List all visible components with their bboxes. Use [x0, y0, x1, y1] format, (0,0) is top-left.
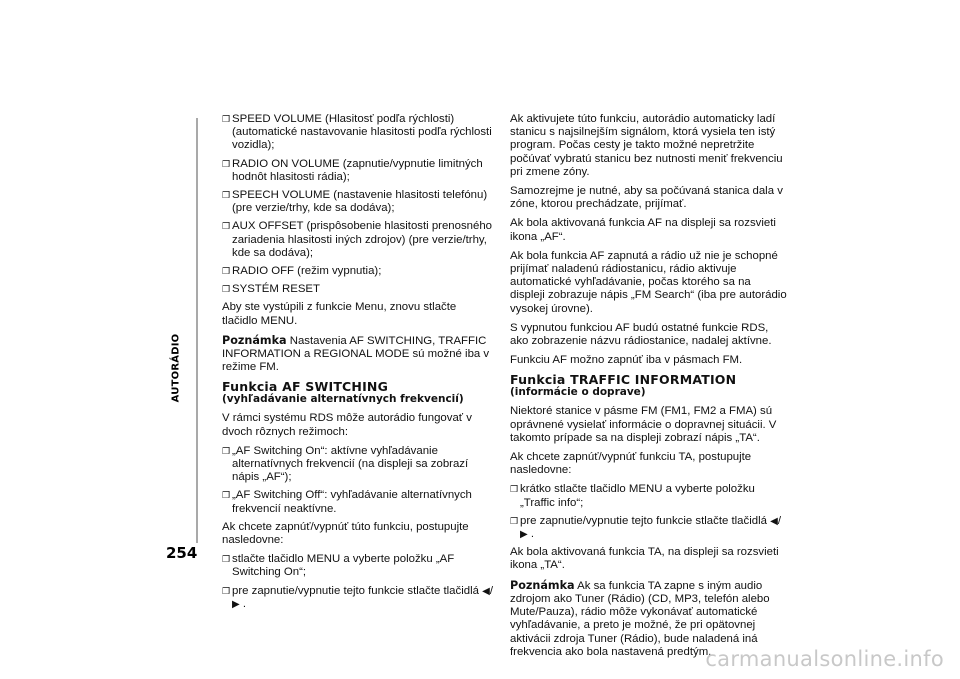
- section-side-label: AUTORÁDIO: [170, 333, 182, 403]
- bullet-box-icon: ❒: [222, 445, 231, 456]
- ta-active-text: Ak bola aktivovaná funkcia TA, na displeji sa rozsvieti ikona „TA“.: [510, 546, 779, 572]
- list-item-text: pre zapnutie/vypnutie tejto funkcie stlačte tlačidlá: [520, 514, 767, 527]
- list-item: [222, 553, 494, 579]
- bullet-box-icon: ❒: [510, 484, 519, 495]
- list-item-text: RADIO ON VOLUME (zapnutie/vypnutie limitných hodnôt hlasitosti rádia);: [232, 157, 483, 183]
- bullet-box-icon: ❒: [222, 190, 231, 201]
- paragraph: Ak aktivujete túto funkciu, autorádio automaticky ladí stanicu s najsilnejším signálom, ktorá vysiela ten istý program. Počas cesty je takto možné nepretržite počúvať vybratú stanicu bez nutnosti meniť frekvenciu pri zmene zóny.: [510, 113, 783, 178]
- menu-items-list: [222, 113, 494, 296]
- margin-rule: [196, 118, 198, 543]
- list-item-text: AUX OFFSET (prispôsobenie hlasitosti prenosného zariadenia hlasitosti iných zdrojov) (pre verzie/trhy, kde sa dodáva);: [232, 220, 493, 259]
- bullet-box-icon: ❒: [222, 114, 231, 124]
- bullet-box-icon: ❒: [222, 266, 231, 277]
- bullet-box-icon: ❒: [222, 554, 231, 565]
- paragraph: Funkciu AF možno zapnúť iba v pásmach FM.: [510, 354, 743, 367]
- arrow-left-icon: ◀: [770, 515, 778, 527]
- note-paragraph: [222, 334, 494, 375]
- note-text: Nastavenia AF SWITCHING, TRAFFIC INFORMATION a REGIONAL MODE sú možné iba v režime FM.: [222, 334, 490, 374]
- list-item-text: SPEECH VOLUME (nastavenie hlasitosti telefónu) (pre verzie/trhy, kde sa dodáva);: [232, 189, 488, 215]
- list-item-text: „AF Switching On“: aktívne vyhľadávanie alternatívnych frekvencií (na displeji sa zobrazí nápis „AF“);: [232, 444, 469, 484]
- af-switching-heading: [222, 380, 494, 406]
- bullet-box-icon: ❒: [510, 515, 519, 526]
- step-end: .: [530, 528, 535, 541]
- step-end: .: [242, 597, 247, 610]
- bullet-box-icon: ❒: [222, 490, 231, 501]
- note-label: Poznámka: [510, 578, 575, 592]
- paragraph: Ak bola funkcia AF zapnutá a rádio už nie je schopné prijímať naladenú rádiostanicu, rádio aktivuje automatické vyhľadávanie, počas ktorého sa na displeji zobrazuje nápis „FM Search“ (iba pre autorádio vysokej úrovne).: [510, 249, 787, 315]
- list-item-text: RADIO OFF (režim vypnutia);: [232, 265, 382, 278]
- paragraph: Ak bola aktivovaná funkcia AF na displeji sa rozsvieti ikona „AF“.: [510, 217, 776, 243]
- list-item: [222, 113, 494, 153]
- list-item: [222, 445, 494, 485]
- ta-howto: Ak chcete zapnúť/vypnúť funkciu TA, postupujte nasledovne:: [510, 451, 752, 477]
- list-item: [222, 265, 494, 278]
- bullet-box-icon: ❒: [222, 585, 231, 596]
- right-column: [510, 113, 788, 665]
- list-item: [222, 489, 494, 515]
- heading-title: Funkcia TRAFFIC INFORMATION: [510, 372, 737, 388]
- list-item: [510, 515, 788, 541]
- page-number: 254: [166, 544, 198, 562]
- heading-subtitle: (vyhľadávanie alternatívnych frekvencií): [222, 393, 464, 406]
- traffic-info-heading: [510, 373, 788, 399]
- list-item-text: SPEED VOLUME (Hlasitosť podľa rýchlosti) (automatické nastavovanie hlasitosti podľa rýchlosti vozidla);: [232, 113, 492, 152]
- list-item: [510, 483, 788, 509]
- arrow-right-icon: ▶: [520, 529, 528, 541]
- left-column: [222, 113, 494, 616]
- ta-intro: Niektoré stanice v pásme FM (FM1, FM2 a FMA) sú oprávnené vysielať informácie o dopravnej situácii. V takomto prípade sa na displeji zobrazí nápis „TA“.: [510, 405, 777, 444]
- list-item-text: „AF Switching Off“: vyhľadávanie alternatívnych frekvencií neaktívne.: [232, 489, 472, 515]
- list-item: [222, 220, 494, 260]
- list-item: [222, 283, 494, 296]
- arrow-left-icon: ◀: [482, 585, 490, 597]
- list-item: [222, 585, 494, 611]
- rds-intro: V rámci systému RDS môže autorádio fungovať v dvoch rôznych režimoch:: [222, 412, 472, 438]
- heading-subtitle: (informácie o doprave): [510, 386, 646, 399]
- note-label: Poznámka: [222, 333, 287, 347]
- watermark-text: carmanualsonline.info: [705, 647, 944, 671]
- bullet-box-icon: ❒: [222, 221, 231, 232]
- arrow-separator: /: [777, 514, 781, 527]
- arrow-right-icon: ▶: [232, 598, 240, 610]
- list-item: [222, 158, 494, 184]
- list-item-text: krátko stlačte tlačidlo MENU a vyberte položku „Traffic info“;: [520, 483, 755, 509]
- list-item-text: pre zapnutie/vypnutie tejto funkcie stlačte tlačidlá: [232, 584, 479, 597]
- list-item-text: stlačte tlačidlo MENU a vyberte položku „AF Switching On“;: [232, 553, 455, 579]
- paragraph: Samozrejme je nutné, aby sa počúvaná stanica dala v zóne, ktorou prechádzate, prijímať.: [510, 185, 783, 211]
- bullet-box-icon: ❒: [222, 284, 231, 295]
- bullet-box-icon: ❒: [222, 158, 231, 169]
- note-text: Ak sa funkcia TA zapne s iným audio zdrojom ako Tuner (Rádio) (CD, MP3, telefón alebo Mute/Pauza), rádio môže vykonávať automatické vyhľadávanie, a preto je možné, že pri opätovnej aktivácii zdroja Tuner (Rádio), bude naladená iná frekvencia ako bola nastavená predtým.: [510, 579, 770, 658]
- exit-menu-text: Aby ste vystúpili z funkcie Menu, znovu stlačte tlačidlo MENU.: [222, 301, 457, 327]
- howto-text: Ak chcete zapnúť/vypnúť túto funkciu, postupujte nasledovne:: [222, 520, 469, 547]
- paragraph: S vypnutou funkciou AF budú ostatné funkcie RDS, ako zobrazenie názvu rádiostanice, nadalej aktívne.: [510, 321, 772, 348]
- list-item-text: SYSTÉM RESET: [232, 283, 320, 296]
- heading-title: Funkcia AF SWITCHING: [222, 379, 389, 395]
- arrow-separator: /: [489, 584, 493, 597]
- list-item: [222, 189, 494, 215]
